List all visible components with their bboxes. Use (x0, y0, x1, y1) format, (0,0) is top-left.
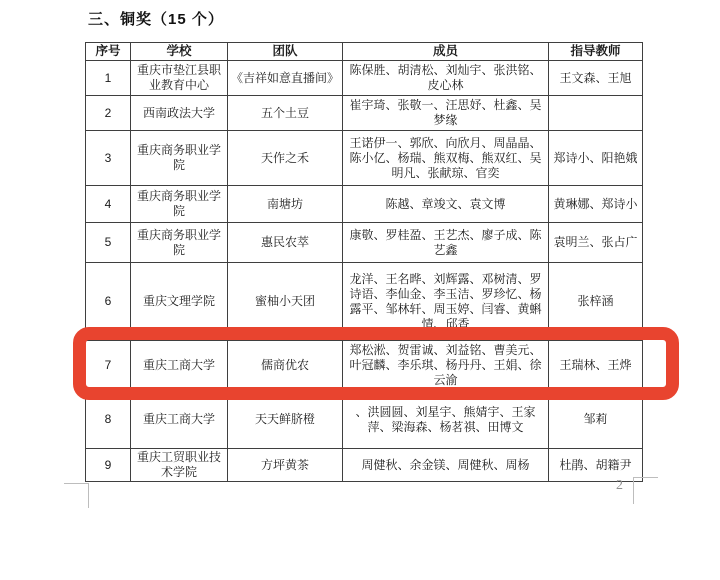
bronze-award-table (85, 42, 643, 482)
cell-school: 重庆市垫江县职业教育中心 (131, 61, 228, 96)
cell-teachers: 黄琳娜、郑诗小 (549, 186, 643, 223)
cell-school: 重庆工商大学 (131, 391, 228, 449)
table-row (86, 263, 643, 341)
cell-no: 4 (86, 186, 131, 223)
cell-teachers: 杜鹃、胡籍尹 (549, 449, 643, 482)
cell-no: 6 (86, 263, 131, 341)
cell-no: 5 (86, 223, 131, 263)
table-row (86, 223, 643, 263)
table-row (86, 131, 643, 186)
cell-teachers: 王文森、王旭 (549, 61, 643, 96)
cell-school: 重庆工贸职业技术学院 (131, 449, 228, 482)
cell-team: 惠民农萃 (228, 223, 343, 263)
cell-teachers: 邹莉 (549, 391, 643, 449)
cell-school: 重庆工商大学 (131, 341, 228, 391)
col-header-no: 序号 (86, 43, 131, 61)
cell-team: 南塘坊 (228, 186, 343, 223)
cell-teachers: 袁明兰、张占广 (549, 223, 643, 263)
cell-members: 崔宇琦、张敬一、汪思妤、杜鑫、吴梦缘 (343, 96, 549, 131)
cell-no: 3 (86, 131, 131, 186)
cell-team: 五个土豆 (228, 96, 343, 131)
cell-members: 陈保胜、胡清松、刘灿宇、张洪铭、皮心林 (343, 61, 549, 96)
cell-team: 儒商优农 (228, 341, 343, 391)
col-header-teachers: 指导教师 (549, 43, 643, 61)
cell-members: 郑松淞、贺雷诚、刘益铭、曹美元、叶冠麟、李乐琪、杨丹丹、王娟、徐云渝 (343, 341, 549, 391)
cell-team: 《吉祥如意直播间》 (228, 61, 343, 96)
cell-team: 方坪黄茶 (228, 449, 343, 482)
table-row (86, 391, 643, 449)
cell-school: 西南政法大学 (131, 96, 228, 131)
cell-no: 2 (86, 96, 131, 131)
cell-teachers: 郑诗小、阳艳娥 (549, 131, 643, 186)
table-row (86, 61, 643, 96)
col-header-members: 成员 (343, 43, 549, 61)
cell-school: 重庆文理学院 (131, 263, 228, 341)
cell-members: 王诺伊一、郭欣、向欣月、周晶晶、陈小亿、杨瑞、熊双梅、熊双红、吴明凡、张献琼、官奕 (343, 131, 549, 186)
cell-members: 陈越、章竣文、袁文博 (343, 186, 549, 223)
page-number: 2 (616, 478, 623, 493)
cell-teachers: 张梓涵 (549, 263, 643, 341)
cell-no: 7 (86, 341, 131, 391)
table-row (86, 96, 643, 131)
col-header-team: 团队 (228, 43, 343, 61)
footer-boundary-mark-left (64, 483, 89, 508)
cell-no: 1 (86, 61, 131, 96)
table-header-row (86, 43, 643, 61)
section-title: 三、铜奖（15 个） (88, 11, 224, 28)
cell-team: 蜜柚小天团 (228, 263, 343, 341)
cell-members: 康敬、罗桂盈、王艺杰、廖子成、陈艺鑫 (343, 223, 549, 263)
cell-team: 天天鲜脐橙 (228, 391, 343, 449)
cell-members: 周健秋、余金镁、周健秋、周杨 (343, 449, 549, 482)
cell-team: 天作之禾 (228, 131, 343, 186)
cell-school: 重庆商务职业学院 (131, 131, 228, 186)
cell-teachers: 王瑞林、王烨 (549, 341, 643, 391)
cell-school: 重庆商务职业学院 (131, 186, 228, 223)
cell-members: 龙洋、王名晔、刘辉露、邓树清、罗诗语、李仙金、李玉洁、罗珍忆、杨露平、邹林轩、周玉婷、闫睿、黄蝌情、邱香 (343, 263, 549, 341)
cell-no: 8 (86, 391, 131, 449)
cell-school: 重庆商务职业学院 (131, 223, 228, 263)
cell-teachers (549, 96, 643, 131)
table-row-highlighted (86, 341, 643, 391)
footer-boundary-mark-right (633, 477, 658, 504)
table-row (86, 449, 643, 482)
col-header-school: 学校 (131, 43, 228, 61)
cell-members: 、洪圆圆、刘星宇、熊婧宇、王家萍、梁海森、杨茗祺、田博文 (343, 391, 549, 449)
cell-no: 9 (86, 449, 131, 482)
table-row (86, 186, 643, 223)
